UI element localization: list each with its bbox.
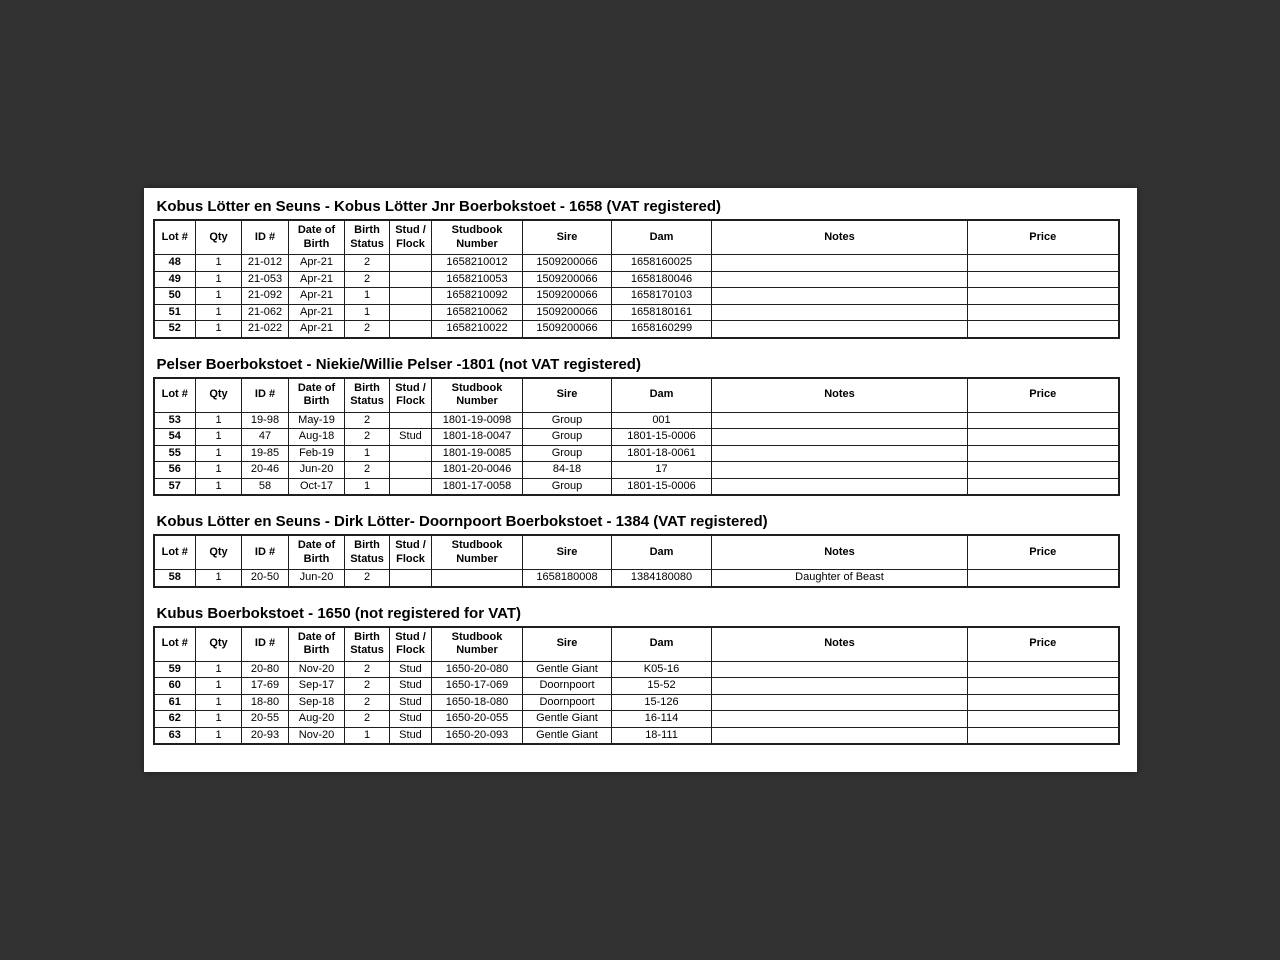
cell-id: 17-69 [242, 678, 289, 695]
cell-dob: Nov-20 [289, 727, 345, 744]
section-title: Kubus Boerbokstoet - 1650 (not registered for VAT) [156, 604, 521, 622]
lot-row [154, 462, 1119, 479]
cell-stud_flock [390, 445, 432, 462]
cell-qty: 1 [196, 304, 242, 321]
lot-row [154, 661, 1119, 678]
cell-notes [712, 727, 968, 744]
cell-sire: Gentle Giant [523, 711, 612, 728]
lot-row [154, 271, 1119, 288]
cell-birth_status: 2 [345, 678, 390, 695]
column-header-dob: Date of Birth [289, 220, 345, 255]
cell-dam: 1658160299 [612, 321, 712, 338]
cell-lot: 61 [154, 694, 196, 711]
cell-birth_status: 1 [345, 478, 390, 495]
cell-dob: Sep-17 [289, 678, 345, 695]
cell-birth_status: 2 [345, 711, 390, 728]
cell-dam: 15-126 [612, 694, 712, 711]
cell-notes [712, 694, 968, 711]
column-header-id: ID # [242, 627, 289, 662]
column-header-stud_flock: Stud / Flock [390, 378, 432, 413]
cell-stud_flock: Stud [390, 661, 432, 678]
column-header-price: Price [968, 535, 1119, 570]
cell-dam: 1658180046 [612, 271, 712, 288]
column-header-lot: Lot # [154, 535, 196, 570]
cell-id: 20-50 [242, 570, 289, 587]
cell-qty: 1 [196, 727, 242, 744]
cell-qty: 1 [196, 678, 242, 695]
column-header-dam: Dam [612, 378, 712, 413]
cell-studbook: 1801-19-0085 [432, 445, 523, 462]
cell-price [968, 678, 1119, 695]
column-header-birth_status: Birth Status [345, 627, 390, 662]
lot-row [154, 678, 1119, 695]
cell-price [968, 412, 1119, 429]
cell-dam: 001 [612, 412, 712, 429]
column-header-lot: Lot # [154, 378, 196, 413]
cell-id: 21-062 [242, 304, 289, 321]
cell-dam: 16-114 [612, 711, 712, 728]
cell-sire: 1509200066 [523, 321, 612, 338]
cell-stud_flock [390, 478, 432, 495]
cell-id: 20-93 [242, 727, 289, 744]
section-title: Pelser Boerbokstoet - Niekie/Willie Pelser -1801 (not VAT registered) [156, 355, 641, 373]
cell-dob: Jun-20 [289, 462, 345, 479]
table-header-row [154, 535, 1119, 570]
cell-price [968, 321, 1119, 338]
cell-notes [712, 478, 968, 495]
cell-dam: 15-52 [612, 678, 712, 695]
column-header-dob: Date of Birth [289, 535, 345, 570]
cell-dam: 18-111 [612, 727, 712, 744]
column-header-dob: Date of Birth [289, 627, 345, 662]
lot-row [154, 255, 1119, 272]
cell-sire: Gentle Giant [523, 661, 612, 678]
column-header-sire: Sire [523, 220, 612, 255]
column-header-notes: Notes [712, 378, 968, 413]
cell-dam: 17 [612, 462, 712, 479]
cell-notes [712, 321, 968, 338]
lot-row [154, 570, 1119, 587]
catalogue-section [153, 513, 1137, 588]
cell-lot: 48 [154, 255, 196, 272]
cell-studbook: 1658210053 [432, 271, 523, 288]
column-header-notes: Notes [712, 627, 968, 662]
catalogue-section [153, 605, 1137, 746]
cell-birth_status: 2 [345, 462, 390, 479]
cell-qty: 1 [196, 661, 242, 678]
cell-id: 18-80 [242, 694, 289, 711]
cell-dob: Feb-19 [289, 445, 345, 462]
cell-price [968, 478, 1119, 495]
cell-price [968, 304, 1119, 321]
cell-stud_flock: Stud [390, 678, 432, 695]
cell-sire: Doornpoort [523, 694, 612, 711]
cell-qty: 1 [196, 711, 242, 728]
cell-dam: K05-16 [612, 661, 712, 678]
cell-dob: Nov-20 [289, 661, 345, 678]
cell-notes [712, 678, 968, 695]
cell-price [968, 429, 1119, 446]
section-title: Kobus Lötter en Seuns - Kobus Lötter Jnr Boerbokstoet - 1658 (VAT registered) [156, 198, 722, 215]
cell-lot: 50 [154, 288, 196, 305]
column-header-studbook: Studbook Number [432, 378, 523, 413]
column-header-lot: Lot # [154, 220, 196, 255]
cell-sire: Doornpoort [523, 678, 612, 695]
column-header-birth_status: Birth Status [345, 535, 390, 570]
cell-price [968, 255, 1119, 272]
section-title: Kobus Lötter en Seuns - Dirk Lötter- Doornpoort Boerbokstoet - 1384 (VAT registered) [156, 513, 768, 530]
cell-qty: 1 [196, 255, 242, 272]
lots-table [153, 377, 1120, 497]
cell-studbook: 1650-17-069 [432, 678, 523, 695]
cell-sire: Group [523, 412, 612, 429]
cell-sire: 1509200066 [523, 304, 612, 321]
cell-notes [712, 661, 968, 678]
cell-lot: 62 [154, 711, 196, 728]
cell-birth_status: 2 [345, 321, 390, 338]
column-header-stud_flock: Stud / Flock [390, 535, 432, 570]
cell-id: 47 [242, 429, 289, 446]
cell-dob: Apr-21 [289, 288, 345, 305]
cell-stud_flock: Stud [390, 429, 432, 446]
column-header-studbook: Studbook Number [432, 627, 523, 662]
cell-dam: 1658160025 [612, 255, 712, 272]
column-header-id: ID # [242, 378, 289, 413]
cell-sire: Group [523, 445, 612, 462]
cell-dam: 1801-15-0006 [612, 429, 712, 446]
cell-birth_status: 2 [345, 694, 390, 711]
cell-price [968, 288, 1119, 305]
cell-birth_status: 2 [345, 412, 390, 429]
cell-dam: 1801-15-0006 [612, 478, 712, 495]
cell-dob: May-19 [289, 412, 345, 429]
column-header-id: ID # [242, 220, 289, 255]
cell-qty: 1 [196, 429, 242, 446]
lot-row [154, 478, 1119, 495]
table-header-row [154, 378, 1119, 413]
catalogue-section [153, 356, 1137, 497]
cell-lot: 56 [154, 462, 196, 479]
cell-studbook: 1801-20-0046 [432, 462, 523, 479]
cell-dob: Aug-18 [289, 429, 345, 446]
cell-birth_status: 2 [345, 429, 390, 446]
cell-qty: 1 [196, 288, 242, 305]
cell-qty: 1 [196, 478, 242, 495]
cell-studbook [432, 570, 523, 587]
column-header-price: Price [968, 627, 1119, 662]
cell-sire: 1509200066 [523, 288, 612, 305]
catalogue-section [153, 198, 1137, 339]
cell-notes [712, 429, 968, 446]
cell-birth_status: 1 [345, 288, 390, 305]
column-header-qty: Qty [196, 220, 242, 255]
lot-row [154, 304, 1119, 321]
cell-id: 21-012 [242, 255, 289, 272]
cell-qty: 1 [196, 462, 242, 479]
cell-stud_flock: Stud [390, 727, 432, 744]
cell-birth_status: 1 [345, 727, 390, 744]
column-header-sire: Sire [523, 627, 612, 662]
cell-stud_flock: Stud [390, 694, 432, 711]
cell-lot: 53 [154, 412, 196, 429]
cell-stud_flock [390, 271, 432, 288]
column-header-studbook: Studbook Number [432, 535, 523, 570]
cell-price [968, 445, 1119, 462]
cell-notes [712, 304, 968, 321]
cell-studbook: 1650-18-080 [432, 694, 523, 711]
cell-dob: Aug-20 [289, 711, 345, 728]
lot-row [154, 288, 1119, 305]
cell-id: 21-022 [242, 321, 289, 338]
cell-dam: 1658180161 [612, 304, 712, 321]
column-header-sire: Sire [523, 535, 612, 570]
cell-birth_status: 1 [345, 445, 390, 462]
lot-row [154, 429, 1119, 446]
cell-sire: 1509200066 [523, 271, 612, 288]
cell-id: 19-85 [242, 445, 289, 462]
cell-price [968, 727, 1119, 744]
column-header-sire: Sire [523, 378, 612, 413]
cell-lot: 51 [154, 304, 196, 321]
cell-notes [712, 288, 968, 305]
cell-sire: Group [523, 478, 612, 495]
cell-id: 20-55 [242, 711, 289, 728]
cell-lot: 57 [154, 478, 196, 495]
lot-row [154, 321, 1119, 338]
cell-price [968, 462, 1119, 479]
cell-notes [712, 271, 968, 288]
cell-studbook: 1658210022 [432, 321, 523, 338]
cell-notes [712, 445, 968, 462]
cell-id: 21-053 [242, 271, 289, 288]
cell-stud_flock: Stud [390, 711, 432, 728]
cell-notes [712, 462, 968, 479]
lot-row [154, 412, 1119, 429]
cell-qty: 1 [196, 271, 242, 288]
cell-dob: Apr-21 [289, 304, 345, 321]
cell-lot: 59 [154, 661, 196, 678]
cell-birth_status: 2 [345, 661, 390, 678]
cell-sire: 84-18 [523, 462, 612, 479]
cell-lot: 52 [154, 321, 196, 338]
cell-stud_flock [390, 304, 432, 321]
cell-sire: Gentle Giant [523, 727, 612, 744]
lots-table [153, 534, 1120, 588]
cell-birth_status: 1 [345, 304, 390, 321]
column-header-notes: Notes [712, 535, 968, 570]
cell-stud_flock [390, 288, 432, 305]
cell-stud_flock [390, 255, 432, 272]
cell-dam: 1384180080 [612, 570, 712, 587]
cell-price [968, 694, 1119, 711]
cell-dam: 1801-18-0061 [612, 445, 712, 462]
column-header-qty: Qty [196, 378, 242, 413]
cell-lot: 54 [154, 429, 196, 446]
cell-dob: Apr-21 [289, 321, 345, 338]
cell-dob: Sep-18 [289, 694, 345, 711]
cell-studbook: 1658210012 [432, 255, 523, 272]
column-header-dam: Dam [612, 220, 712, 255]
lots-table [153, 626, 1120, 746]
cell-birth_status: 2 [345, 271, 390, 288]
cell-lot: 55 [154, 445, 196, 462]
cell-studbook: 1658210092 [432, 288, 523, 305]
cell-qty: 1 [196, 570, 242, 587]
cell-lot: 63 [154, 727, 196, 744]
table-header-row [154, 627, 1119, 662]
cell-birth_status: 2 [345, 570, 390, 587]
cell-lot: 58 [154, 570, 196, 587]
cell-id: 20-46 [242, 462, 289, 479]
column-header-price: Price [968, 378, 1119, 413]
column-header-lot: Lot # [154, 627, 196, 662]
cell-studbook: 1658210062 [432, 304, 523, 321]
cell-birth_status: 2 [345, 255, 390, 272]
column-header-dam: Dam [612, 627, 712, 662]
cell-sire: 1658180008 [523, 570, 612, 587]
cell-stud_flock [390, 412, 432, 429]
cell-dam: 1658170103 [612, 288, 712, 305]
cell-dob: Oct-17 [289, 478, 345, 495]
cell-id: 58 [242, 478, 289, 495]
cell-qty: 1 [196, 694, 242, 711]
column-header-studbook: Studbook Number [432, 220, 523, 255]
column-header-qty: Qty [196, 535, 242, 570]
cell-studbook: 1650-20-055 [432, 711, 523, 728]
cell-lot: 49 [154, 271, 196, 288]
cell-studbook: 1650-20-093 [432, 727, 523, 744]
column-header-dob: Date of Birth [289, 378, 345, 413]
cell-price [968, 271, 1119, 288]
cell-notes [712, 711, 968, 728]
cell-id: 20-80 [242, 661, 289, 678]
column-header-stud_flock: Stud / Flock [390, 627, 432, 662]
column-header-dam: Dam [612, 535, 712, 570]
cell-dob: Jun-20 [289, 570, 345, 587]
column-header-id: ID # [242, 535, 289, 570]
cell-dob: Apr-21 [289, 271, 345, 288]
cell-price [968, 711, 1119, 728]
cell-price [968, 570, 1119, 587]
cell-price [968, 661, 1119, 678]
column-header-birth_status: Birth Status [345, 220, 390, 255]
cell-id: 21-092 [242, 288, 289, 305]
cell-lot: 60 [154, 678, 196, 695]
cell-dob: Apr-21 [289, 255, 345, 272]
cell-stud_flock [390, 570, 432, 587]
cell-qty: 1 [196, 321, 242, 338]
column-header-qty: Qty [196, 627, 242, 662]
column-header-price: Price [968, 220, 1119, 255]
cell-studbook: 1801-17-0058 [432, 478, 523, 495]
column-header-birth_status: Birth Status [345, 378, 390, 413]
lots-table [153, 219, 1120, 339]
cell-notes [712, 412, 968, 429]
cell-qty: 1 [196, 412, 242, 429]
cell-sire: Group [523, 429, 612, 446]
cell-studbook: 1801-18-0047 [432, 429, 523, 446]
cell-stud_flock [390, 321, 432, 338]
cell-id: 19-98 [242, 412, 289, 429]
cell-stud_flock [390, 462, 432, 479]
lot-row [154, 694, 1119, 711]
cell-notes: Daughter of Beast [712, 570, 968, 587]
lot-row [154, 727, 1119, 744]
lot-row [154, 445, 1119, 462]
lot-row [154, 711, 1119, 728]
document-page [144, 188, 1137, 772]
table-header-row [154, 220, 1119, 255]
cell-notes [712, 255, 968, 272]
cell-studbook: 1650-20-080 [432, 661, 523, 678]
cell-studbook: 1801-19-0098 [432, 412, 523, 429]
cell-qty: 1 [196, 445, 242, 462]
column-header-stud_flock: Stud / Flock [390, 220, 432, 255]
column-header-notes: Notes [712, 220, 968, 255]
cell-sire: 1509200066 [523, 255, 612, 272]
